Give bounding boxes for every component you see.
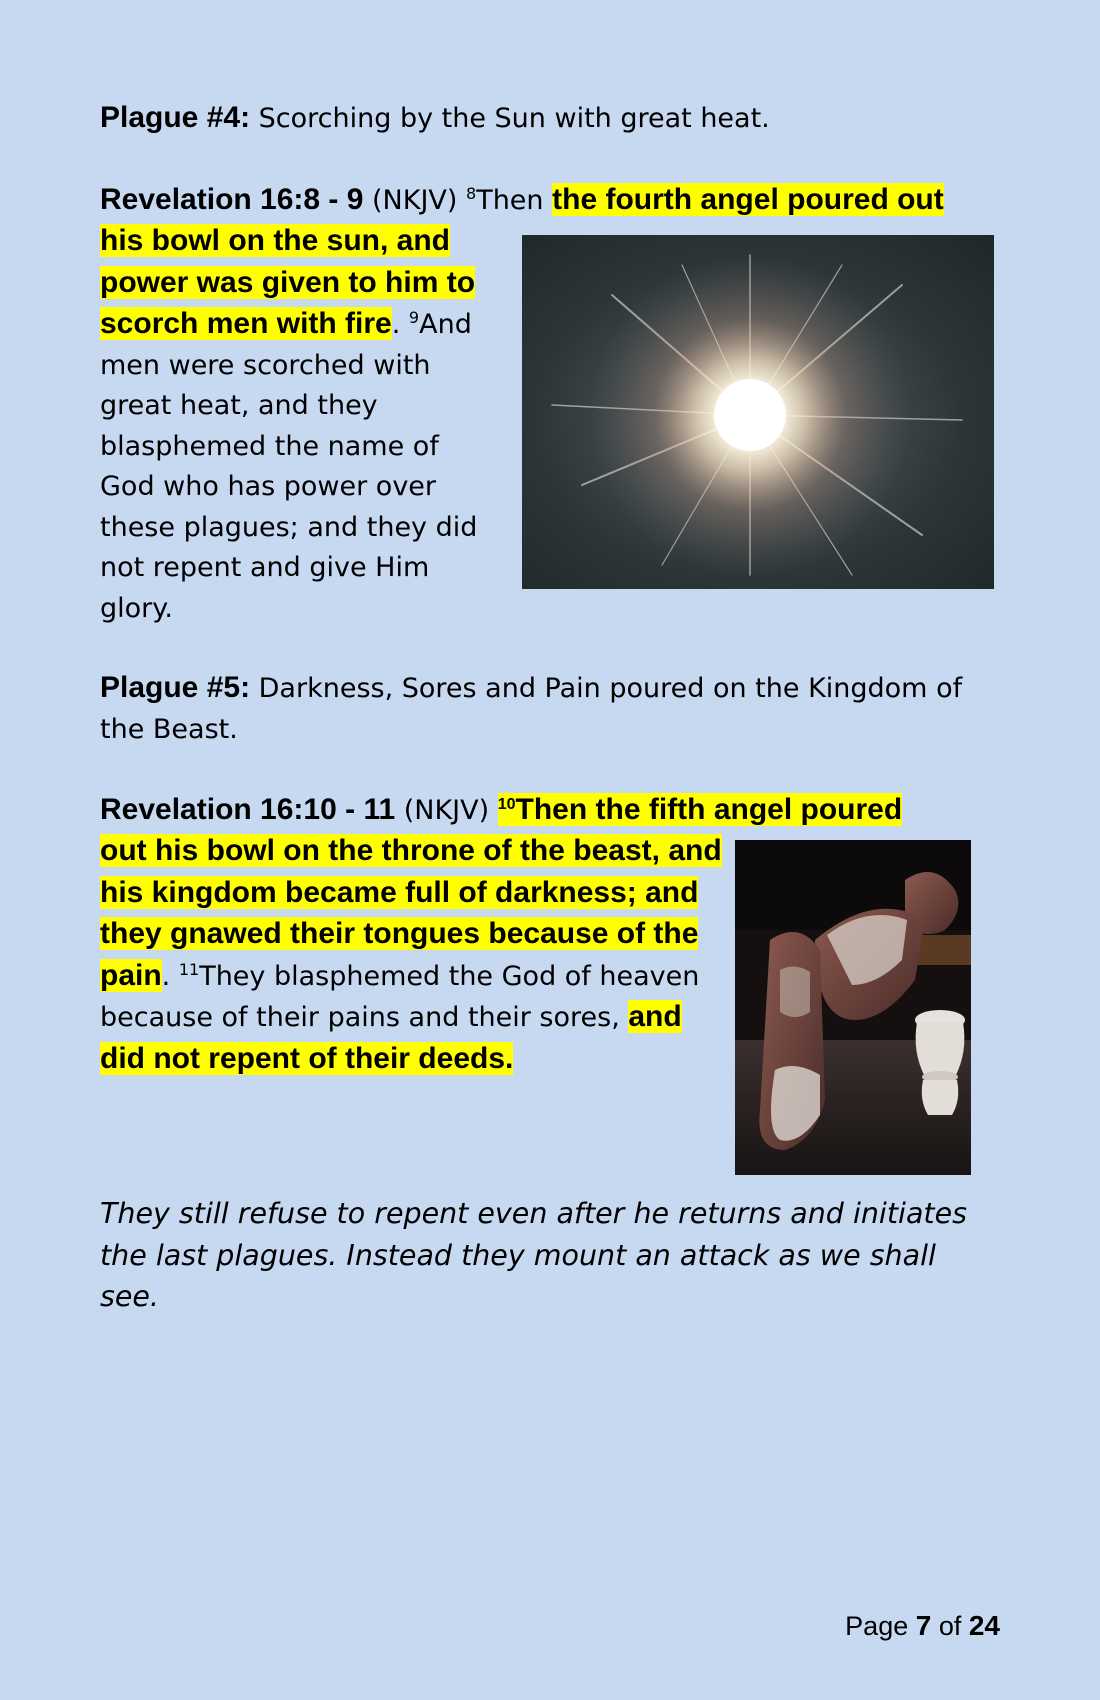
plague-5-label: Plague #5: [100, 671, 251, 704]
page-word: Page [845, 1611, 916, 1641]
verse-8-prefix: Then [476, 185, 553, 216]
plague-4-label: Plague #4: [100, 101, 251, 134]
revelation-16-10-reference: Revelation 16:10 - 11 [100, 793, 396, 826]
revelation-16-10-version: (NKJV) [395, 795, 498, 826]
revelation-16-10-first-line [100, 790, 1030, 832]
verse-10-highlight-part1: $^{10}$Then the fifth angel poured [497, 793, 903, 826]
revelation-16-8-body [100, 221, 500, 629]
verse-8-highlight-part1: the fourth angel poured out [552, 183, 944, 216]
sun-glare-photo [522, 235, 994, 589]
current-page: 7 [915, 1610, 932, 1641]
revelation-16-10-body [100, 831, 722, 1080]
verse-8-end: . [391, 309, 409, 340]
plague-5-heading [100, 668, 1010, 750]
of-word: of [931, 1611, 969, 1641]
revelation-16-8-first-line [100, 180, 1030, 222]
verse-11-number: 11 [178, 959, 200, 979]
closing-note: They still refuse to repent even after he returns and initiates the last plagues. Instead they mount an attack as we shall see. [100, 1197, 967, 1313]
page-number [845, 1610, 1000, 1642]
verse-8-number: 8 [466, 184, 477, 203]
verse-9-number: 9 [408, 308, 420, 327]
plague-4-heading [100, 98, 1000, 140]
verse-11-highlight: and did not repent of their deeds. [100, 1000, 682, 1075]
verse-8-highlight-part2: his bowl on the sun, and power was given to him to scorch men with fire [100, 224, 476, 340]
verse-11-text: They blasphemed the God of heaven because of their pains and their sores, [100, 960, 700, 1033]
revelation-16-8-reference: Revelation 16:8 - 9 [100, 183, 364, 216]
plague-4-text: Scorching by the Sun with great heat. [250, 103, 770, 134]
verse-10-end: . [161, 960, 179, 992]
verse-10-highlight-part2: out his bowl on the throne of the beast, and his kingdom became full of darkness; and they gnawed their tongues because of the pain [100, 834, 722, 992]
plague-5-text: Darkness, Sores and Pain poured on the Kingdom of the Beast. [100, 673, 963, 745]
revelation-16-8-version: (NKJV) [363, 185, 467, 216]
total-pages: 24 [968, 1610, 1000, 1641]
verse-9-text: And men were scorched with great heat, and they blasphemed the name of God who has power over these plagues; and they did not repent and give Him glory. [100, 309, 478, 624]
sores-legs-photo [735, 840, 971, 1175]
